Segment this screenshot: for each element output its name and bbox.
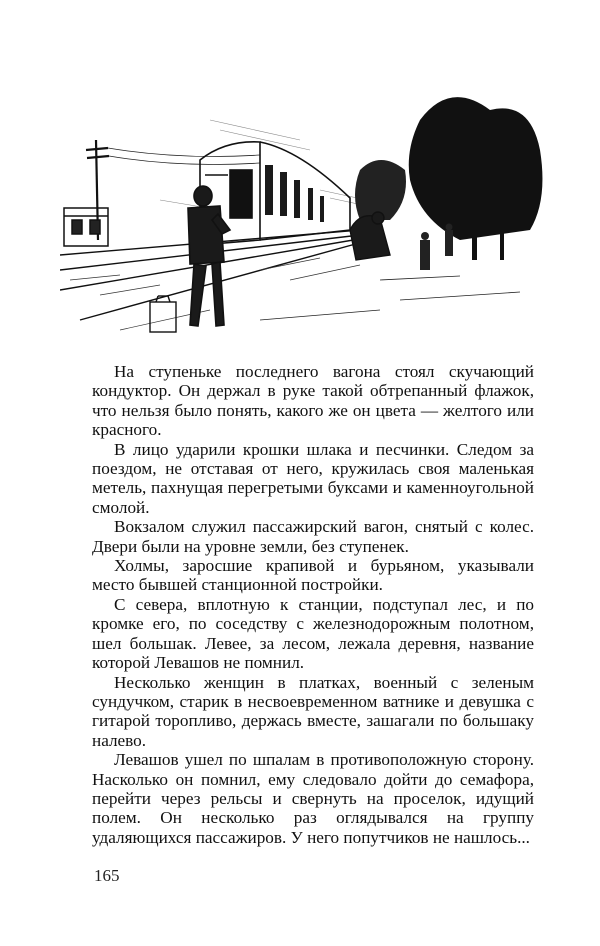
- paragraph: С севера, вплотную к станции, подступал лес, и по кромке его, по соседству с железнодорожным полотном, шел большак. Левее, за лесом, лежала деревня, название которой Левашов не помнил.: [92, 594, 534, 673]
- railway-platform-sketch-icon: [60, 80, 548, 342]
- paragraph: Левашов ушел по шпалам в противоположную сторону. Насколько он помнил, ему следовало дойти до семафора, перейти через рельсы и свернуть на проселок, идущий полем. Он несколько раз оглядывался на группу удаляющихся пассажиров. У него попутчиков не нашлось...: [92, 750, 534, 847]
- paragraph: Несколько женщин в платках, военный с зеленым сундучком, старик в несвоевременном ватнике и девушка с гитарой торопливо, держась вместе, зашагали по большаку налево.: [92, 672, 534, 750]
- paragraph: Холмы, заросшие крапивой и бурьяном, указывали место бывшей станционной постройки.: [92, 556, 534, 595]
- paragraph: Вокзалом служил пассажирский вагон, снятый с колес. Двери были на уровне земли, без ступенек.: [92, 517, 534, 556]
- page-number: 165: [94, 866, 120, 885]
- body-text: [92, 362, 534, 847]
- paragraph: В лицо ударили крошки шлака и песчинки. Следом за поездом, не отставая от него, кружилась своя маленькая метель, пахнущая перегретыми буксами и каменноугольной смолой.: [92, 439, 534, 517]
- paragraph: На ступеньке последнего вагона стоял скучающий кондуктор. Он держал в руке такой обтрепанный флажок, что нельзя было понять, какого же он цвета — желтого или красного.: [92, 362, 534, 440]
